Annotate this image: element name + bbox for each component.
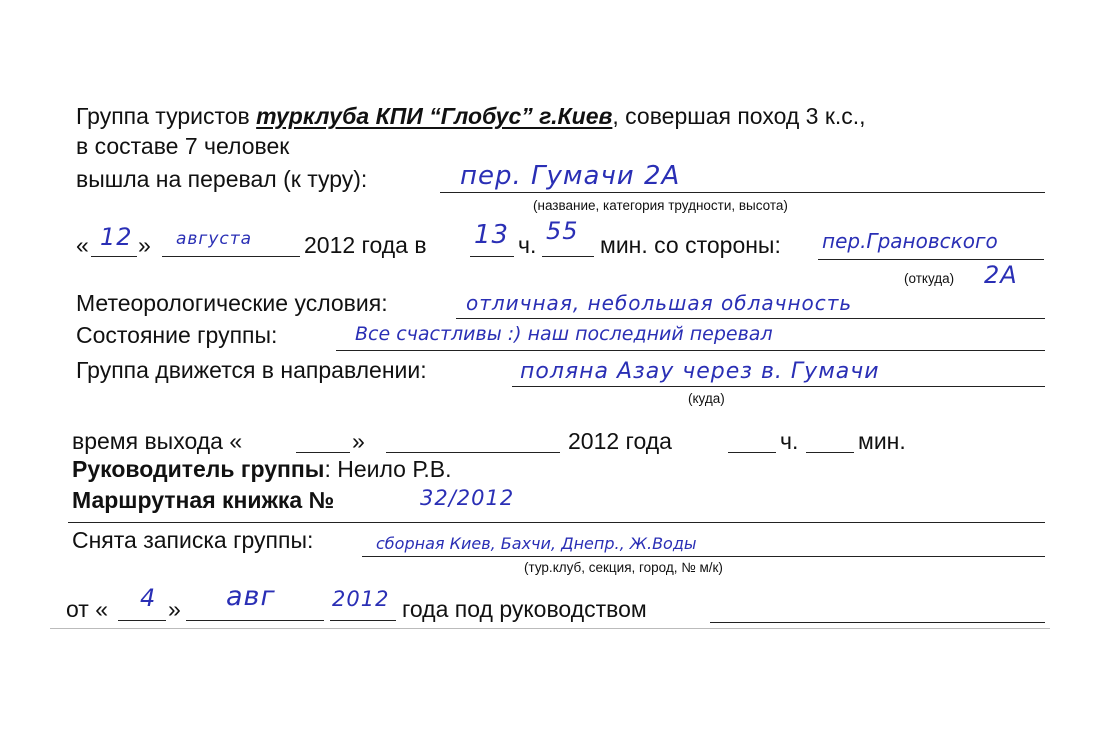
direction-handwriting: поляна Азау через в. Гумачи — [520, 359, 880, 384]
section-divider — [68, 522, 1045, 523]
pass-caption: (название, категория трудности, высота) — [533, 198, 788, 213]
month-line — [162, 256, 300, 257]
group-line — [76, 103, 866, 129]
hour-line — [470, 256, 514, 257]
departure-year: 2012 года — [568, 428, 672, 454]
state-line — [336, 350, 1045, 351]
hour-handwriting: 13 — [474, 220, 510, 250]
departure-day-line — [296, 452, 350, 453]
note-caption: (тур.клуб, секция, город, № м/к) — [524, 560, 723, 575]
route-book-handwriting: 32/2012 — [420, 486, 515, 510]
note-year-line — [330, 620, 396, 621]
hour-label: ч. — [518, 232, 537, 258]
note-suffix: года под руководством — [402, 596, 647, 622]
note-day-handwriting: 4 — [140, 584, 157, 612]
note-close-quote: » — [168, 596, 181, 622]
weather-line — [456, 318, 1045, 319]
direction-label: Группа движется в направлении: — [76, 357, 427, 383]
card-bottom-edge — [50, 628, 1050, 629]
minute-handwriting: 55 — [546, 217, 579, 245]
note-line — [362, 556, 1045, 557]
day-line — [91, 256, 137, 257]
note-year-handwriting: 2012 — [332, 587, 390, 611]
leader-line — [72, 456, 451, 482]
club-name: турклуба КПИ “Глобус” г.Киев — [256, 103, 613, 129]
pass-line — [440, 192, 1045, 193]
weather-handwriting: отличная, небольшая облачность — [466, 291, 853, 315]
note-groups-handwriting: сборная Киев, Бахчи, Днепр., Ж.Воды — [376, 534, 697, 553]
note-leader-line — [710, 622, 1045, 623]
day-handwriting: 12 — [100, 223, 133, 251]
month-handwriting: августа — [176, 229, 253, 249]
departure-minute-label: мин. — [858, 428, 906, 454]
note-day-line — [118, 620, 166, 621]
note-month-line — [186, 620, 324, 621]
direction-caption: (куда) — [688, 391, 725, 406]
note-label: Снята записка группы: — [72, 527, 314, 553]
date-open-quote: « — [76, 232, 89, 258]
departure-hour-label: ч. — [780, 428, 799, 454]
route-book-label: Маршрутная книжка № — [72, 487, 335, 513]
date-close-quote: » — [138, 232, 151, 258]
state-handwriting: Все счастливы :) наш последний перевал — [355, 323, 773, 345]
pass-label: вышла на перевал (к туру): — [76, 166, 368, 192]
departure-hour-line — [728, 452, 776, 453]
direction-line — [512, 386, 1045, 387]
weather-label: Метеорологические условия: — [76, 290, 388, 316]
pass-name-handwriting: пер. Гумачи 2А — [460, 161, 681, 191]
note-month-handwriting: авг — [226, 581, 276, 612]
group-prefix: Группа туристов — [76, 103, 257, 129]
group-size: в составе 7 человек — [76, 133, 290, 159]
departure-minute-line — [806, 452, 854, 453]
group-suffix: , совершая поход 3 к.с., — [612, 103, 866, 129]
note-from-label: от « — [66, 596, 109, 622]
from-category-handwriting: 2А — [984, 261, 1018, 289]
side-label: мин. со стороны: — [600, 232, 781, 258]
state-label: Состояние группы: — [76, 322, 278, 348]
departure-month-line — [386, 452, 560, 453]
side-line — [818, 259, 1044, 260]
from-side-handwriting: пер.Грановского — [822, 229, 998, 253]
minute-line — [542, 256, 594, 257]
leader-value: : Неило Р.В. — [324, 456, 452, 482]
year-label: 2012 года в — [304, 232, 427, 258]
departure-label: время выхода « — [72, 428, 243, 454]
leader-label: Руководитель группы — [72, 456, 325, 482]
departure-close-quote: » — [352, 428, 365, 454]
from-caption: (откуда) — [904, 271, 955, 286]
